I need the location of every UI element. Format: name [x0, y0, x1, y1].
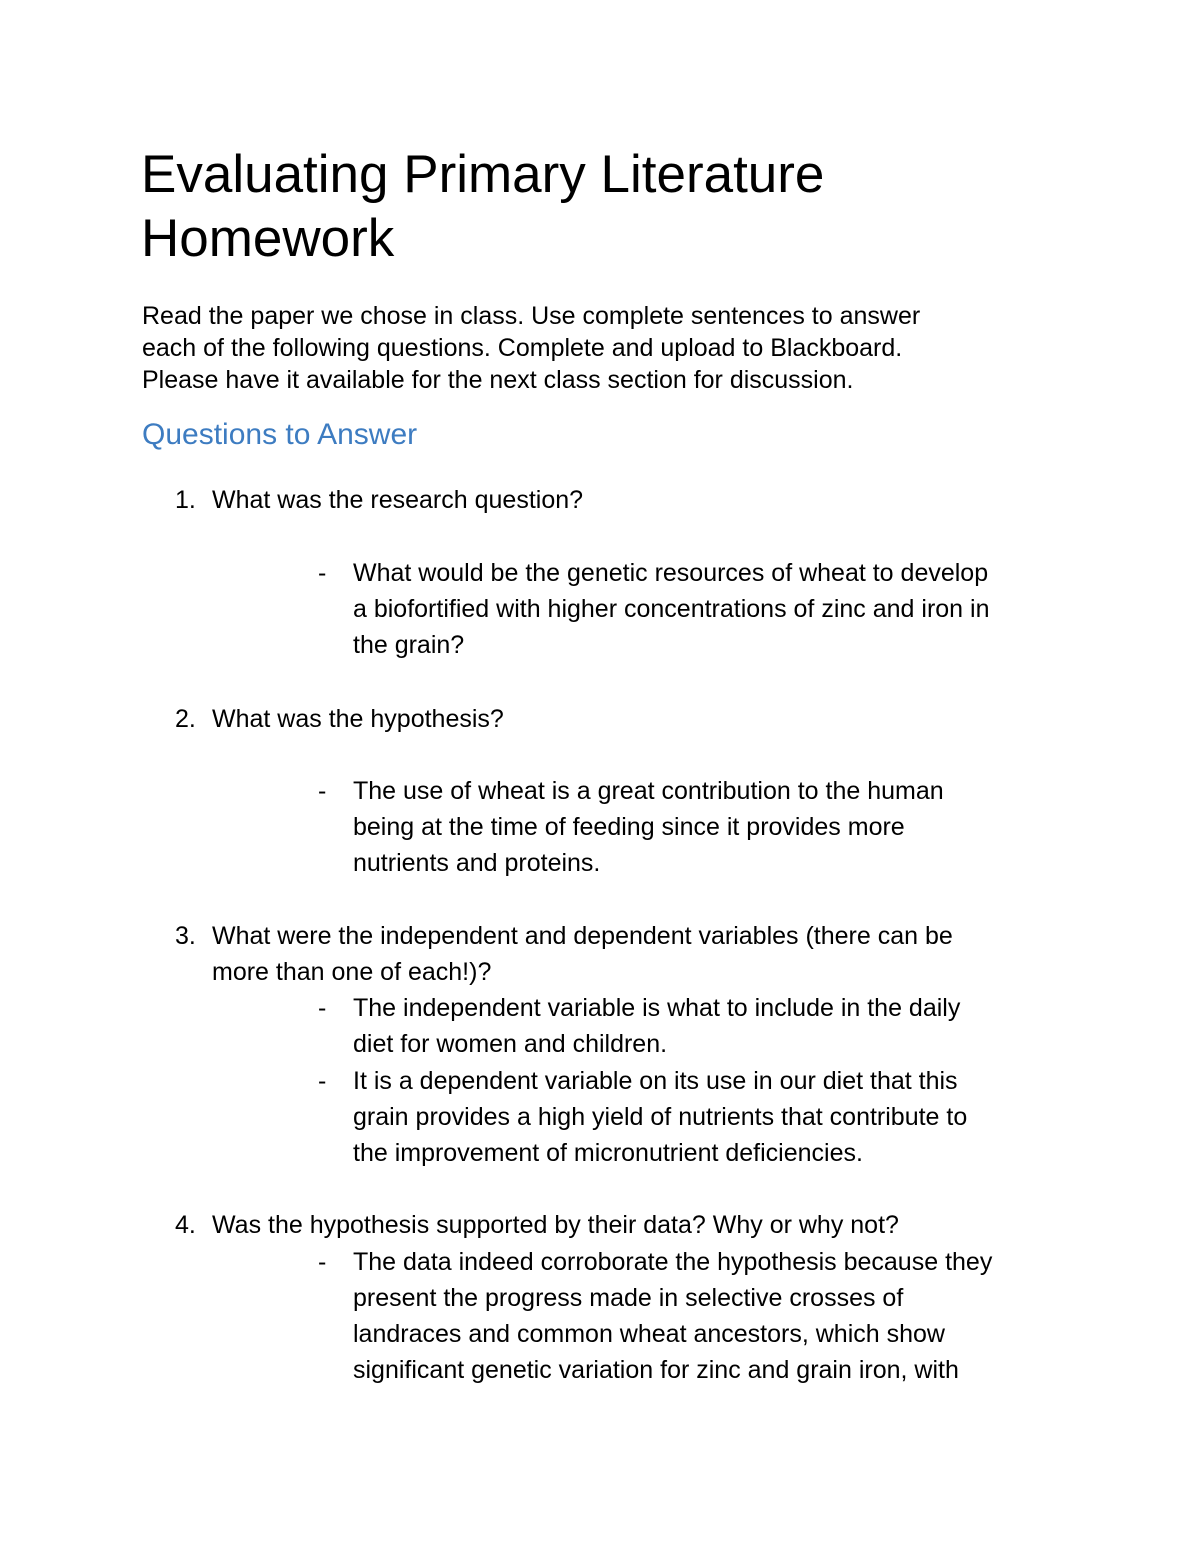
answer-line: the grain?	[353, 631, 465, 659]
answer-line: nutrients and proteins.	[353, 849, 601, 877]
answer-line: grain provides a high yield of nutrients that contribute to	[353, 1103, 968, 1131]
answer-text	[353, 773, 1073, 881]
answer-line: being at the time of feeding since it provides more	[353, 813, 905, 841]
answer-bullet: -	[318, 1067, 327, 1095]
question-line: Was the hypothesis supported by their data? Why or why not?	[212, 1211, 899, 1239]
answer-line: significant genetic variation for zinc and grain iron, with	[353, 1356, 959, 1384]
answer-line: The independent variable is what to include in the daily	[353, 994, 961, 1022]
answer-text	[353, 990, 1073, 1062]
answer-line: present the progress made in selective crosses of	[353, 1284, 904, 1312]
question-text	[212, 918, 1052, 990]
question-number: 2.	[175, 705, 196, 733]
question-number: 1.	[175, 486, 196, 514]
answer-line: landraces and common wheat ancestors, which show	[353, 1320, 945, 1348]
question-line: What was the research question?	[212, 486, 584, 514]
answer-bullet: -	[318, 777, 327, 805]
question-text	[212, 482, 1052, 518]
question-text	[212, 701, 1052, 737]
answer-line: the improvement of micronutrient deficiencies.	[353, 1139, 863, 1167]
question-number: 3.	[175, 922, 196, 950]
document-title	[141, 143, 1061, 271]
title-line-1: Evaluating Primary Literature	[141, 145, 825, 204]
answer-line: It is a dependent variable on its use in our diet that this	[353, 1067, 958, 1095]
answer-text	[353, 1063, 1073, 1171]
question-line: more than one of each!)?	[212, 958, 492, 986]
answer-bullet: -	[318, 559, 327, 587]
question-line: What was the hypothesis?	[212, 705, 504, 733]
answer-line: a biofortified with higher concentrations of zinc and iron in	[353, 595, 990, 623]
intro-line: Please have it available for the next class section for discussion.	[142, 366, 854, 394]
answer-line: What would be the genetic resources of wheat to develop	[353, 559, 989, 587]
question-number: 4.	[175, 1211, 196, 1239]
section-heading: Questions to Answer	[142, 418, 418, 451]
answer-line: The use of wheat is a great contribution to the human	[353, 777, 944, 805]
intro-line: Read the paper we chose in class. Use complete sentences to answer	[142, 302, 921, 330]
title-line-2: Homework	[141, 209, 395, 268]
answer-bullet: -	[318, 1248, 327, 1276]
intro-line: each of the following questions. Complete and upload to Blackboard.	[142, 334, 903, 362]
question-text	[212, 1207, 1052, 1243]
answer-line: diet for women and children.	[353, 1030, 668, 1058]
answer-bullet: -	[318, 994, 327, 1022]
question-line: What were the independent and dependent variables (there can be	[212, 922, 953, 950]
answer-text	[353, 1244, 1073, 1388]
intro-paragraph	[142, 300, 1042, 396]
answer-text	[353, 555, 1073, 663]
answer-line: The data indeed corroborate the hypothesis because they	[353, 1248, 993, 1276]
